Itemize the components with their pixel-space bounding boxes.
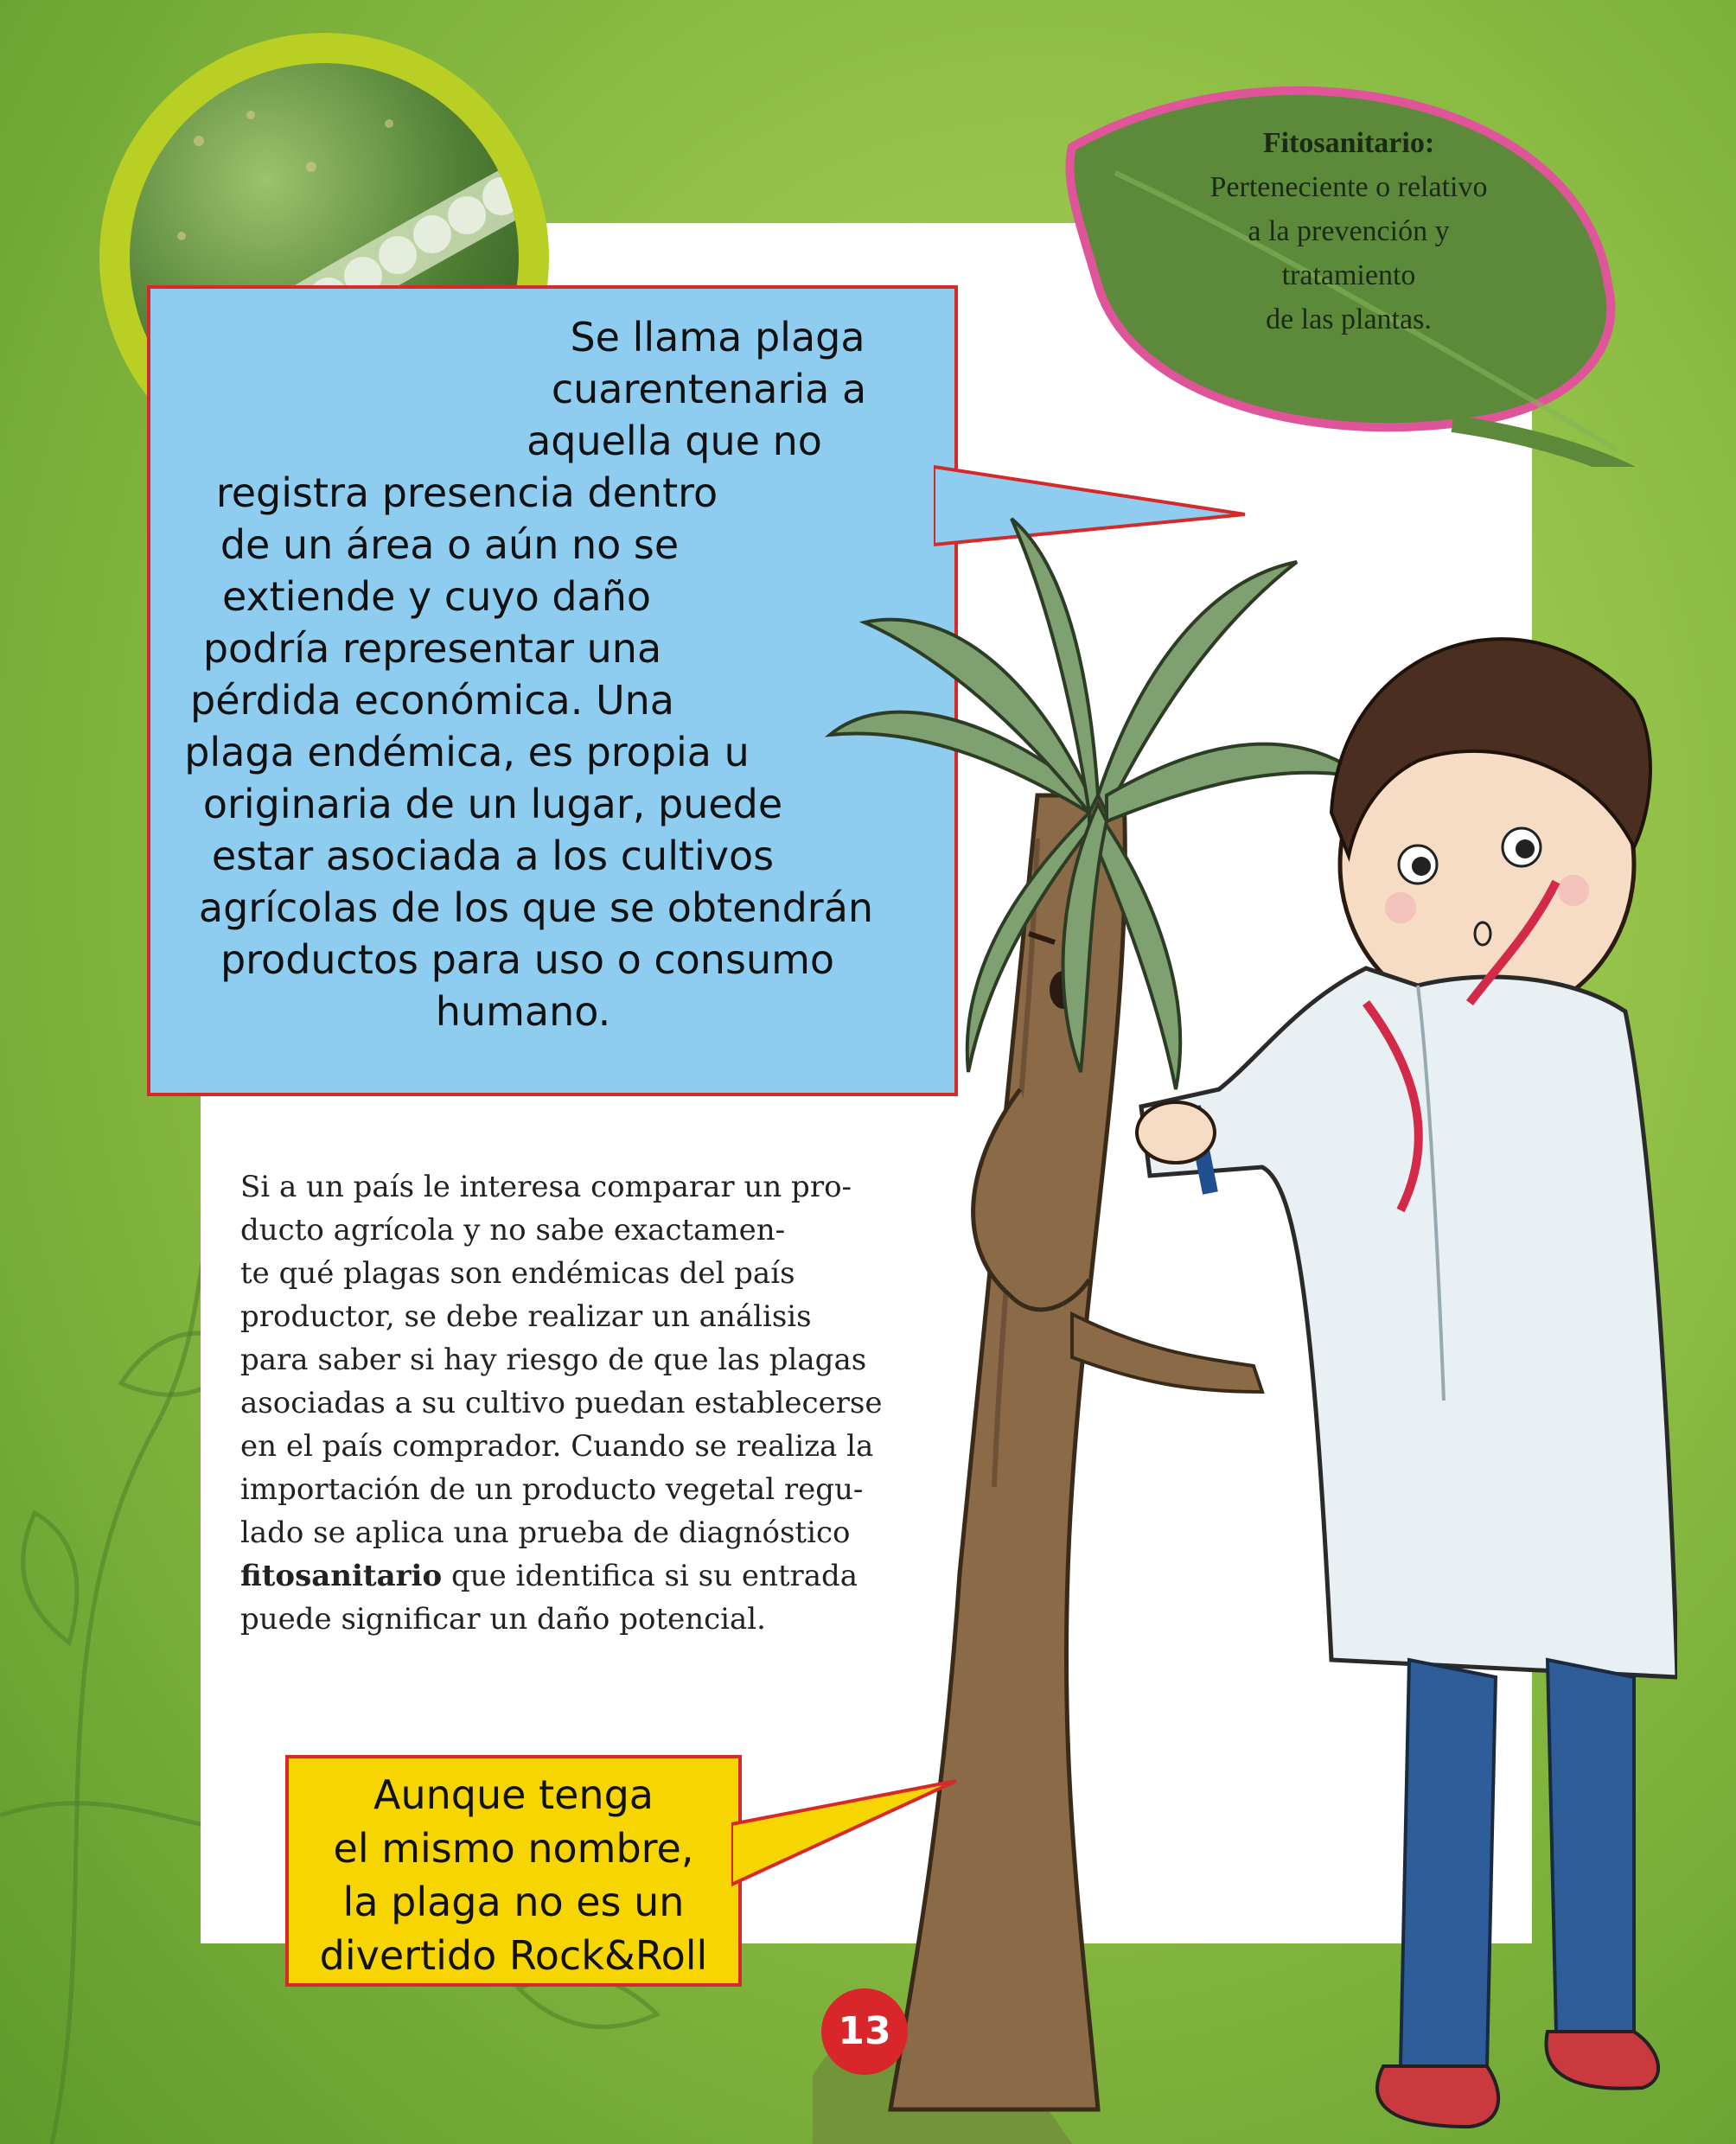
- callout-line: agrícolas de los que se obtendrán: [198, 884, 874, 931]
- yellow-callout-line: Aunque tenga: [373, 1771, 654, 1818]
- callout-line: extiende y cuyo daño: [221, 573, 652, 620]
- body-line: puede significar un daño potencial.: [240, 1602, 766, 1637]
- callout-line: estar asociada a los cultivos: [211, 833, 775, 879]
- yellow-callout-line: la plaga no es un: [342, 1879, 685, 1925]
- callout-line: productos para uso o consumo: [220, 936, 835, 983]
- definition-line: de las plantas.: [1266, 303, 1432, 335]
- body-line: ducto agrícola y no sabe exactamen-: [240, 1213, 786, 1247]
- body-line: en el país comprador. Cuando se realiza la: [240, 1429, 874, 1464]
- definition-line: a la prevención y: [1248, 215, 1450, 247]
- definition-line: Perteneciente o relativo: [1209, 171, 1488, 203]
- callout-line: cuarentenaria a: [551, 366, 867, 412]
- callout-line: aquella que no: [527, 418, 822, 464]
- callout-line: podría representar una: [202, 625, 662, 672]
- callout-line: de un área o aún no se: [220, 521, 680, 568]
- callout-line: humano.: [435, 988, 611, 1035]
- page-number: 13: [821, 1988, 908, 2075]
- callout-line: originaria de un lugar, puede: [202, 781, 783, 827]
- rock-and-roll-text: [285, 1768, 742, 1982]
- definition-text: [1124, 121, 1573, 341]
- yellow-callout-pointer: [731, 1764, 973, 1919]
- body-line-rest: que identifica si su entrada: [442, 1559, 858, 1593]
- body-line: importación de un producto vegetal regu-: [240, 1472, 864, 1507]
- body-line: asociadas a su cultivo puedan establecerse: [240, 1386, 883, 1420]
- yellow-callout-line: el mismo nombre,: [333, 1825, 694, 1872]
- body-line: productor, se debe realizar un análisis: [240, 1299, 812, 1334]
- definition-line: tratamiento: [1281, 259, 1416, 291]
- yellow-callout-line: divertido Rock&Roll: [319, 1932, 708, 1979]
- fitosanitario-term: fitosanitario: [240, 1559, 443, 1593]
- body-line: lado se aplica una prueba de diagnóstico: [240, 1515, 851, 1550]
- body-line: Si a un país le interesa comparar un pro-: [240, 1170, 852, 1204]
- body-line: te qué plagas son endémicas del país: [240, 1256, 795, 1291]
- callout-line: registra presencia dentro: [215, 469, 718, 516]
- body-line: para saber si hay riesgo de que las plagas: [240, 1343, 867, 1377]
- callout-line: pérdida económica. Una: [190, 677, 674, 724]
- definition-title: Fitosanitario:: [1262, 127, 1435, 159]
- callout-line: plaga endémica, es propia u: [184, 729, 750, 775]
- callout-line: Se llama plaga: [570, 314, 865, 361]
